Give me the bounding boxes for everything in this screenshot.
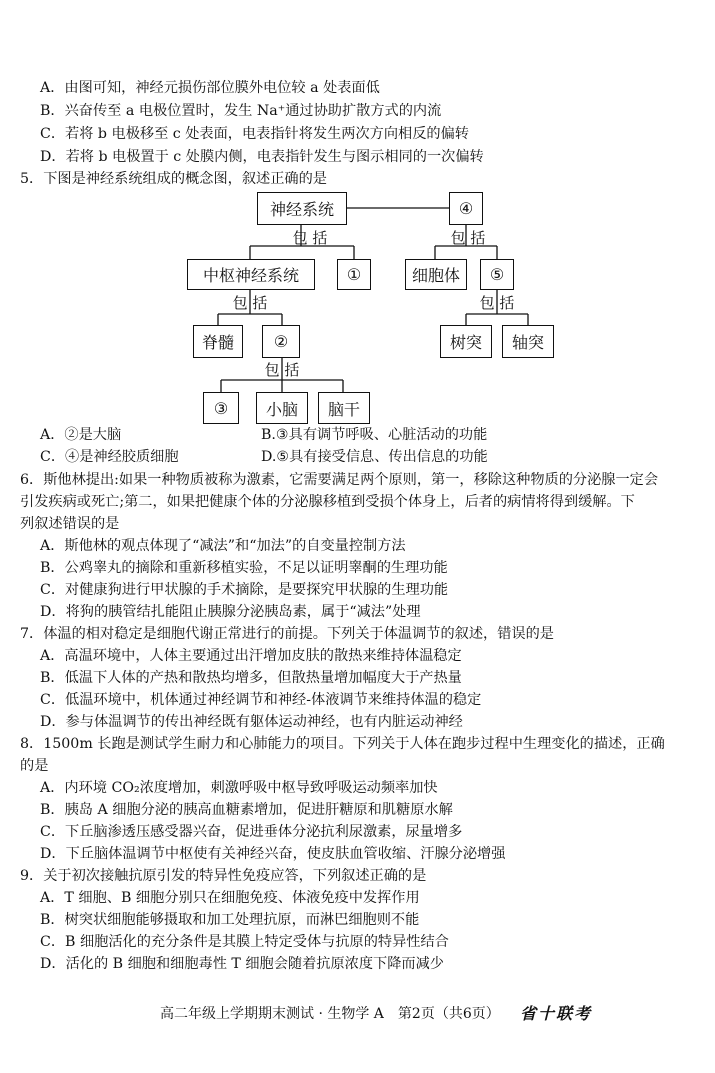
node-3: ③ [203,392,239,424]
q9-option-c: C．B 细胞活化的充分条件是其膜上特定受体与抗原的特异性结合 [40,934,449,950]
q8-option-c: C．下丘脑渗透压感受器兴奋，促进垂体分泌抗利尿激素，尿量增多 [40,824,463,840]
q8-option-b: B．胰岛 A 细胞分泌的胰高血糖素增加，促进肝糖原和肌糖原水解 [40,802,453,818]
q5-option-c: C．④是神经胶质细胞 [40,449,179,465]
node-2: ② [262,325,300,358]
q9-stem: 9．关于初次接触抗原引发的特异性免疫应答，下列叙述正确的是 [20,868,427,884]
q7-option-b: B．低温下人体的产热和散热均增多，但散热量增加幅度大于产热量 [40,670,462,686]
q9-option-b: B．树突状细胞能够摄取和加工处理抗原，而淋巴细胞则不能 [40,912,420,928]
q5-stem: 5．下图是神经系统组成的概念图，叙述正确的是 [20,171,327,187]
prev-option-c: C．若将 b 电极移至 c 处表面，电表指针将发生两次方向相反的偏转 [40,126,469,142]
node-axon: 轴突 [502,325,554,358]
node-4: ④ [449,192,483,225]
q6-stem-2: 引发疾病或死亡;第二，如果把健康个体的分泌腺移植到受损个体身上，后者的病情将得到缓解。下 [20,494,635,510]
q7-option-d: D．参与体温调节的传出神经既有躯体运动神经，也有内脏运动神经 [40,714,463,730]
prev-option-a: A．由图可知，神经元损伤部位膜外电位较 a 处表面低 [40,80,380,96]
include-label-1: 包 括 [292,229,328,247]
node-brainstem: 脑干 [318,392,370,424]
q5-option-b: B.③具有调节呼吸、心脏活动的功能 [261,427,488,443]
q8-option-d: D．下丘脑体温调节中枢使有关神经兴奋，使皮肤血管收缩、汗腺分泌增强 [40,846,506,862]
prev-option-b: B．兴奋传至 a 电极位置时，发生 Na⁺通过协助扩散方式的内流 [40,103,442,119]
include-label-5: 包 括 [264,361,300,379]
q6-stem-1: 6．斯他林提出:如果一种物质被称为激素，它需要满足两个原则，第一，移除这种物质的分泌腺一定会 [20,472,659,488]
q7-stem: 7．体温的相对稳定是细胞代谢正常进行的前提。下列关于体温调节的叙述，错误的是 [20,626,554,642]
q6-option-b: B．公鸡睾丸的摘除和重新移植实验，不足以证明睾酮的生理功能 [40,560,448,576]
brand-logo: 省十联考 [520,1004,593,1023]
q9-option-d: D．活化的 B 细胞和细胞毒性 T 细胞会随着抗原浓度下降而减少 [40,956,444,972]
node-1: ① [337,259,371,290]
prev-option-d: D．若将 b 电极置于 c 处膜内侧，电表指针发生与图示相同的一次偏转 [40,149,484,165]
node-5: ⑤ [480,259,514,290]
q8-stem-1: 8．1500m 长跑是测试学生耐力和心肺能力的项目。下列关于人体在跑步过程中生理变化的描述，正确 [20,736,665,752]
q6-option-c: C．对健康狗进行甲状腺的手术摘除，是要探究甲状腺的生理功能 [40,582,449,598]
q8-option-a: A．内环境 CO₂浓度增加，刺激呼吸中枢导致呼吸运动频率加快 [40,780,438,796]
node-cns: 中枢神经系统 [187,259,315,290]
node-spinal-cord: 脊髓 [193,325,243,358]
q6-option-a: A．斯他林的观点体现了“减法”和“加法”的自变量控制方法 [40,538,406,554]
q9-option-a: A．T 细胞、B 细胞分别只在细胞免疫、体液免疫中发挥作用 [40,890,420,906]
node-cerebellum: 小脑 [256,392,308,424]
q6-stem-3: 列叙述错误的是 [20,516,120,532]
q7-option-c: C．低温环境中，机体通过神经调节和神经-体液调节来维持体温的稳定 [40,692,482,708]
page-footer: 高二年级上学期期末测试 · 生物学 A 第2页（共6页） [160,1006,500,1022]
q5-option-a: A．②是大脑 [40,427,122,443]
node-nervous-system: 神经系统 [257,192,347,225]
include-label-3: 包 括 [232,294,268,312]
q5-option-d: D.⑤具有接受信息、传出信息的功能 [261,449,488,465]
node-dendrite: 树突 [440,325,492,358]
q6-option-d: D．将狗的胰管结扎能阻止胰腺分泌胰岛素，属于“减法”处理 [40,604,421,620]
q8-stem-2: 的是 [20,758,49,774]
q7-option-a: A．高温环境中，人体主要通过出汗增加皮肤的散热来维持体温稳定 [40,648,462,664]
include-label-2: 包 括 [450,229,486,247]
include-label-4: 包 括 [479,294,515,312]
node-cell-body: 细胞体 [405,259,467,290]
